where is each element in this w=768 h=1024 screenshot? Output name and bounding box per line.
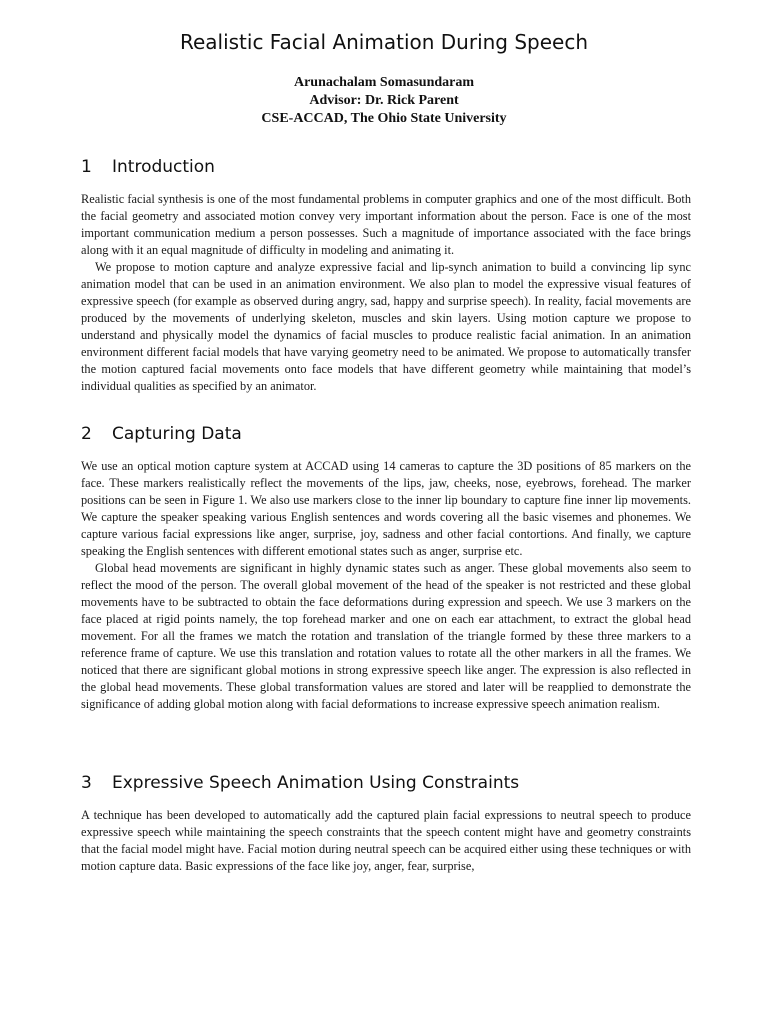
advisor-line: Advisor: Dr. Rick Parent (309, 93, 459, 108)
paragraph: We propose to motion capture and analyze expressive facial and lip-synch animation to build a convincing lip sync animation model that can be used in an animation environment. We also plan to model the expressive visual features of expressive speech (for example as observed during angry, sad, happy and surprise speech). In reality, facial movements are produced by the movements of underlying skeleton, muscles and skin layers. Using motion capture we propose to understand and physically model the dynamics of facial muscles to produce realistic facial animation. In an animation environment different facial models that have varying geometry need to be animated. We propose to automatically transfer the motion captured facial movements onto face models that have different geometry while maintaining that model’s individual qualities as specified by an animator. (81, 260, 691, 393)
author-name: Arunachalam Somasundaram (293, 75, 475, 90)
section-expressive-speech (81, 771, 691, 875)
paper-title: Realistic Facial Animation During Speech (179, 30, 589, 54)
section-heading (81, 771, 691, 795)
paragraph: Realistic facial synthesis is one of the most fundamental problems in computer graphics and one of the most difficult. Both the facial geometry and associated motion convey very important information about the person. Face is one of the most important communication medium a person possesses. Such a magnitude of importance associated with the face brings along with it an equal magnitude of difficulty in modeling and animating it. (81, 192, 691, 257)
section-title: Capturing Data (112, 424, 242, 444)
paragraph: We use an optical motion capture system at ACCAD using 14 cameras to capture the 3D positions of 85 markers on the face. These markers realistically reflect the movements of the lips, jaw, cheeks, nose, eyebrows, forehead. The marker positions can be seen in Figure 1. We also use markers close to the inner lip boundary to capture fine inner lip movements. We capture the speaker speaking various English sentences and words covering all the basic visemes and phonemes. We capture various facial expressions like anger, surprise, joy, sadness and other facial contortions. And finally, we capture speaking the English sentences with different emotional states such as anger, surprise etc. (81, 459, 691, 558)
section-number: 3 (81, 773, 92, 793)
section-title: Expressive Speech Animation Using Constraints (112, 773, 520, 793)
section-number: 2 (81, 424, 92, 444)
affiliation-line: CSE-ACCAD, The Ohio State University (261, 111, 507, 126)
section-heading (81, 155, 691, 179)
section-title: Introduction (112, 157, 215, 177)
paragraph: Global head movements are significant in highly dynamic states such as anger. These global movements also seem to reflect the mood of the person. The overall global movement of the head of the speaker is not restricted and these global movements have to be subtracted to obtain the face deformations during expression and speech. We use 3 markers on the face placed at rigid points namely, the top forehead marker and one on each ear attachment, to extract the global head movement. For all the frames we match the rotation and translation of the triangle formed by these three markers to a reference frame of capture. We use this translation and rotation values to rotate all the other markers in all the frames. We noticed that there are significant global motions in strong expressive speech like anger. The expression is also reflected in the global head movements. These global transformation values are stored and later will be reapplied to demonstrate the significance of adding global motion along with facial deformations to increase expressive speech animation realism. (81, 561, 691, 711)
section-number: 1 (81, 157, 92, 177)
section-capturing-data (81, 422, 691, 713)
author-block (0, 74, 768, 128)
section-introduction (81, 155, 691, 395)
paragraph: A technique has been developed to automatically add the captured plain facial expressions to neutral speech to produce expressive speech while maintaining the speech constraints that the speech content might have and geometry constraints that the facial model might have. Facial motion during neutral speech can be acquired either using these techniques or with motion capture data. Basic expressions of the face like joy, anger, fear, surprise, (81, 808, 691, 873)
section-heading (81, 422, 691, 446)
